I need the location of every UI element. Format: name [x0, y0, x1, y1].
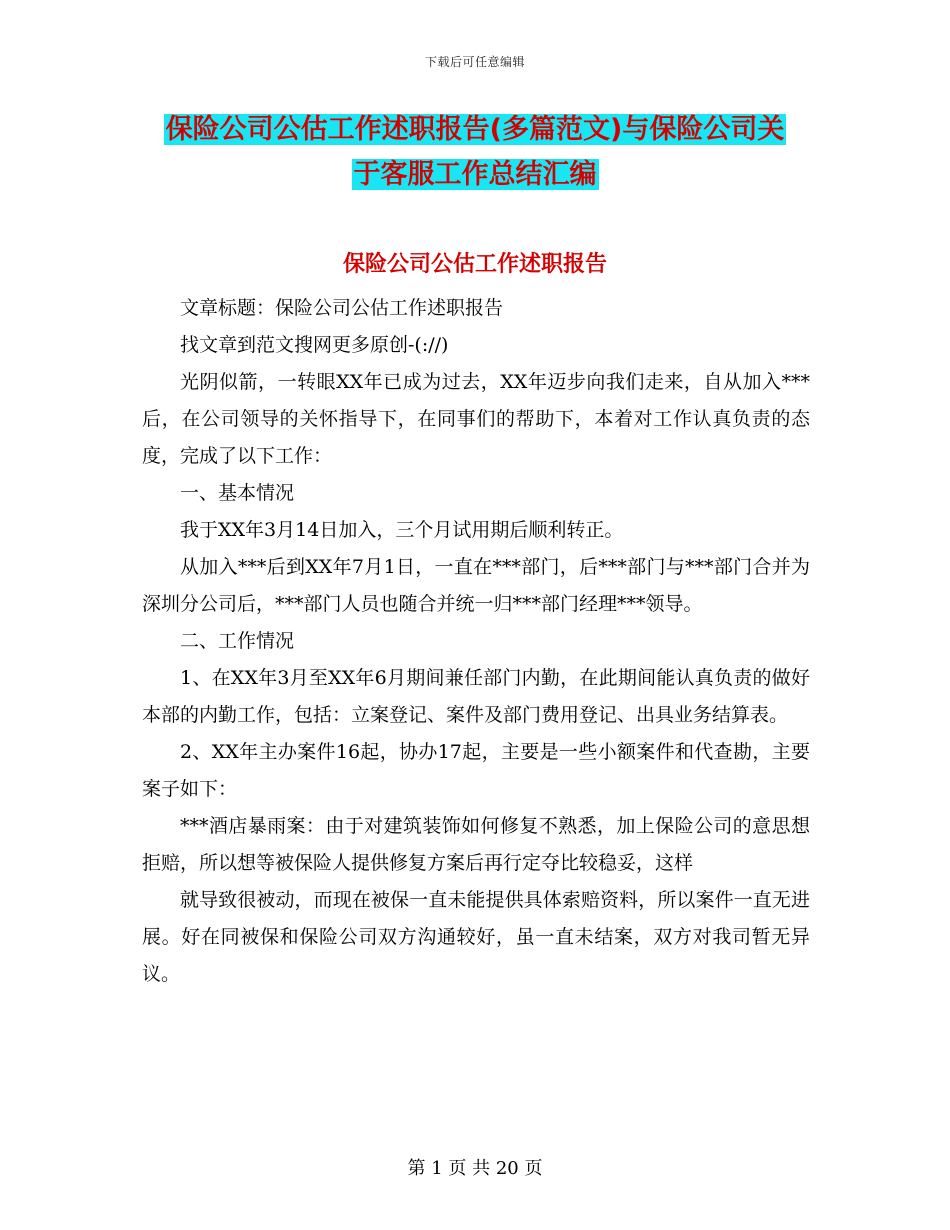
- document-title-line-2: [0, 157, 950, 193]
- document-body: [142, 290, 810, 993]
- page-footer: 第 1 页 共 20 页: [407, 1158, 543, 1179]
- paragraph: 就导致很被动，而现在被保一直未能提供具体索赔资料，所以案件一直无进展。好在同被保和保险公司双方沟通较好，虽一直未结案，双方对我司暂无异议。: [142, 889, 810, 985]
- title-highlight-1: 保险公司公估工作述职报告(多篇范文)与保险公司关: [165, 114, 785, 145]
- paragraph: 找文章到范文搜网更多原创-(://): [180, 334, 449, 356]
- title-highlight-2: 于客服工作总结汇编: [353, 159, 597, 190]
- section-heading: 二、工作情况: [180, 630, 295, 652]
- paragraph: 我于XX年3月14日加入，三个月试用期后顺利转正。: [180, 519, 624, 541]
- paragraph: 从加入***后到XX年7月1日，一直在***部门，后***部门与***部门合并为深圳分公司后，***部门人员也随合并统一归***部门经理***领导。: [142, 556, 810, 615]
- section-heading: 一、基本情况: [180, 482, 295, 504]
- paragraph: 光阴似箭，一转眼XX年已成为过去，XX年迈步向我们走来，自从加入***后，在公司领导的关怀指导下，在同事们的帮助下，本着对工作认真负责的态度，完成了以下工作：: [142, 371, 810, 467]
- paragraph: 文章标题：保险公司公估工作述职报告: [180, 297, 504, 319]
- paragraph: 1、在XX年3月至XX年6月期间兼任部门内勤，在此期间能认真负责的做好本部的内勤工作，包括：立案登记、案件及部门费用登记、出具业务结算表。: [142, 667, 810, 726]
- paragraph: ***酒店暴雨案：由于对建筑装饰如何修复不熟悉，加上保险公司的意思想拒赔，所以想等被保险人提供修复方案后再行定夺比较稳妥，这样: [142, 815, 810, 874]
- document-title-line-1: [0, 112, 950, 148]
- section-title: 保险公司公估工作述职报告: [342, 252, 607, 277]
- page-header: 下载后可任意编辑: [424, 55, 525, 69]
- paragraph: 2、XX年主办案件16起，协办17起，主要是一些小额案件和代查勘，主要案子如下：: [142, 741, 810, 800]
